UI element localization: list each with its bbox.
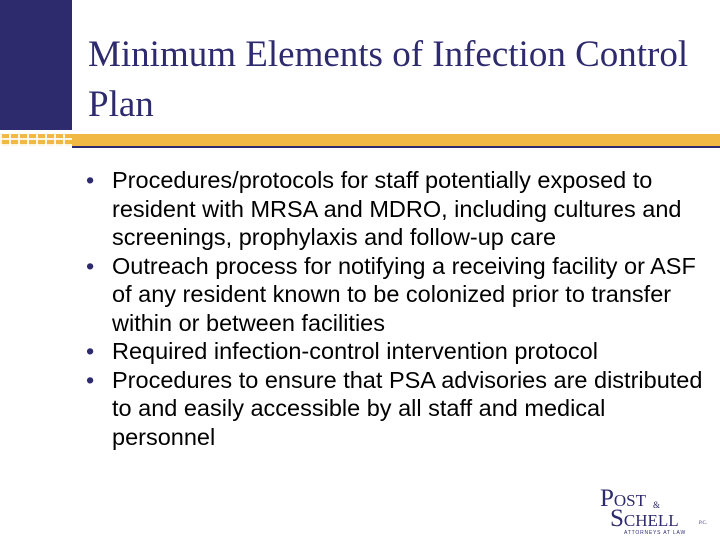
title-accent-bar [0, 0, 72, 130]
gold-divider [0, 134, 720, 146]
bullet-item [86, 337, 711, 366]
bullet-item [86, 366, 711, 452]
logo-pc: P.C. [699, 521, 708, 526]
logo-line1: POST [600, 485, 647, 512]
gold-divider-pattern [0, 134, 72, 146]
bullet-item [86, 166, 711, 252]
bullet-text: Outreach process for notifying a receiving facility or ASF of any resident known to be colonized prior to transfer within or between facilities [112, 252, 696, 336]
bullet-item [86, 252, 711, 338]
bullet-marker: • [86, 252, 95, 279]
post-schell-logo [598, 484, 714, 536]
logo-ampersand: & [653, 500, 661, 510]
slide-title: Minimum Elements of Infection Control Plan [88, 34, 689, 125]
logo-tagline: ATTORNEYS AT LAW [624, 530, 686, 536]
bullet-text: Required infection-control intervention protocol [112, 338, 598, 364]
bullet-text: Procedures to ensure that PSA advisories are distributed to and easily accessible by all staff and medical personnel [112, 366, 703, 450]
bullet-text: Procedures/protocols for staff potentially exposed to resident with MRSA and MDRO, including cultures and screenings, prophylaxis and follow-up care [112, 167, 682, 250]
bullet-marker: • [86, 366, 95, 393]
bullet-marker: • [86, 167, 95, 193]
bullet-marker: • [86, 338, 95, 364]
logo-line2: SCHELL [610, 505, 679, 532]
navy-divider [72, 146, 720, 148]
bullet-list [86, 166, 711, 451]
